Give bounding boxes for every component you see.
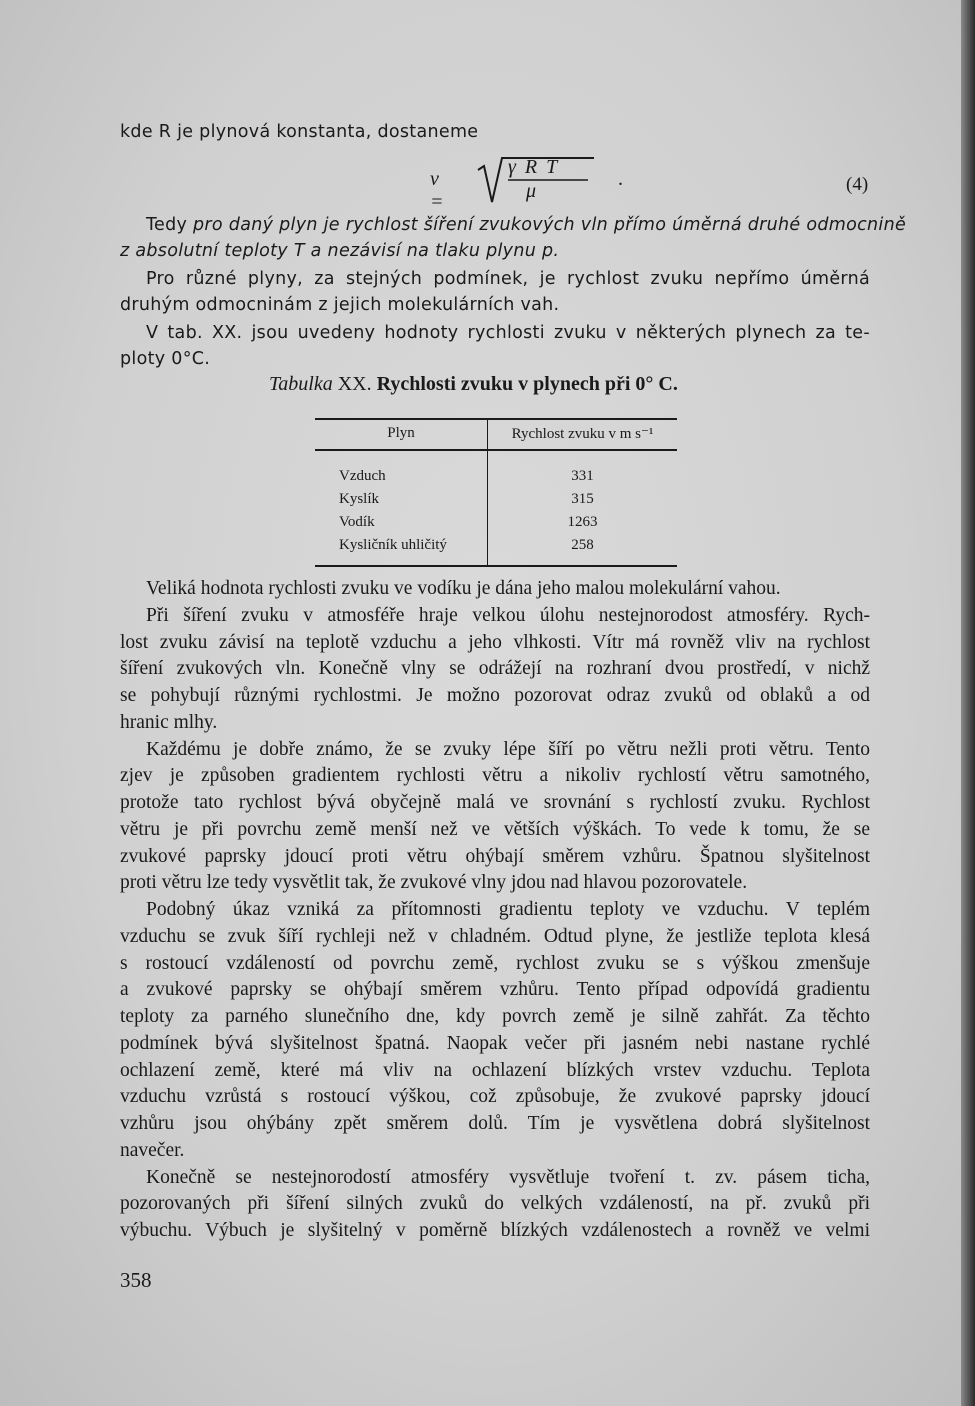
body-line: lost zvuku závisí na teplotě vzduchu a jeho vlhkosti. Vítr má rovněž vliv na rychlost [120,631,870,653]
table-row [315,534,677,566]
formula-numerator: γ R T [508,156,560,178]
body-line: Veliká hodnota rychlosti zvuku ve vodíku je dána jeho malou molekulární vahou. [146,578,781,599]
caption-number: XX. [332,373,377,395]
gas-speed: 331 [571,468,594,484]
body-line: pozorovaných při šíření silných zvuků do velkých vzdáleností, na př. zvuků při [120,1193,870,1215]
body-line: šíření zvukových vln. Konečně vlny se odrážejí na rozhraní dvou prostředí, v nichž [120,658,870,680]
intro-line: kde R je plynová konstanta, dostaneme [120,122,479,142]
table-spacer [315,450,677,465]
gas-name: Kysličník uhličitý [315,534,488,566]
table-header-row [315,419,677,450]
gas-sound-speed-table [315,418,677,567]
caption-label: Tabulka [269,373,333,395]
gas-speed: 315 [571,491,594,507]
gas-speed: 1263 [567,514,598,530]
body-line: Každému je dobře známo, že se zvuky lépe šíří po větru nežli proti větru. Tento [146,738,870,760]
body-line: Podobný úkaz vzniká za přítomnosti gradientu teploty ve vzduchu. V teplém [146,899,870,920]
header-speed: Rychlost zvuku v m s⁻¹ [488,419,678,450]
body-line: podmínek bývá slyšitelnost špatná. Naopak večer při jasném nebi nastane rychlé [120,1032,870,1054]
body-line: Při šíření zvuku v atmosféře hraje velkou úlohu nestejnorodost atmosféry. Rych- [146,604,870,626]
body-line: Konečně se nestejnorodostí atmosféry vysvětluje tvoření t. zv. pásem ticha, [146,1166,870,1188]
paragraph-2-line-1: Pro různé plyny, za stejných podmínek, je rychlost zvuku nepřímo úměrná [146,269,870,289]
formula-lhs: v = [430,168,444,213]
gas-name: Vzduch [315,465,488,488]
body-line: větru je při povrchu země menší než ve větších výškách. To vede k tomu, že se [120,818,870,840]
formula-period: . [618,168,623,190]
header-gas: Plyn [315,419,488,450]
paragraph-3-line-2: ploty 0°C. [120,349,211,369]
body-line: s rostoucí vzdáleností od povrchu země, rychlost zvuku se s výškou zmenšuje [120,952,870,974]
body-line: hranic mlhy. [120,711,218,733]
gas-speed: 258 [571,537,594,553]
body-line: ochlazení země, které má vliv na ochlazení blízkých vrstev vzduchu. Teplota [120,1059,870,1081]
table-row [315,465,677,488]
page-number: 358 [120,1268,152,1292]
paragraph-1-line-1: Tedy pro daný plyn je rychlost šíření zvukových vln přímo úměrná druhé odmocnině [146,215,907,235]
gas-name: Vodík [315,511,488,534]
paragraph-3-line-1: V tab. XX. jsou uvedeny hodnoty rychlosti zvuku v některých plynech za te- [146,323,870,343]
formula-denominator: μ [526,180,537,202]
body-line: navečer. [120,1139,185,1161]
body-line: zjev je způsoben gradientem rychlosti větru a nikoliv rychlostí větru samotného, [120,765,870,787]
table-row [315,511,677,534]
gas-name: Kyslík [315,488,488,511]
table-caption [269,373,678,396]
caption-title: Rychlosti zvuku v plynech při 0° C. [376,373,678,395]
body-line: vzhůru jsou ohýbány zpět směrem dolů. Tím je vysvětlena dobrá slyšitelnost [120,1113,870,1134]
body-line: se pohybují různými rychlostmi. Je možno pozorovat odraz zvuků od oblaků a od [120,685,870,706]
page-edge-shadow [961,0,975,1406]
body-line: teploty za parného slunečního dne, kdy povrch země je silně zahřát. Za těchto [120,1006,870,1027]
body-line: protože tato rychlost bývá obyčejně malá ve srovnání s rychlostí zvuku. Rychlost [120,792,870,813]
paragraph-1-line-2: z absolutní teploty T a nezávisí na tlaku plynu p. [120,241,560,261]
table-row [315,488,677,511]
square-root [476,156,623,206]
body-line: a zvukové paprsky se ohýbají směrem vzhůru. Tento případ odpovídá gradientu [120,979,870,1001]
body-line: výbuchu. Výbuch je slyšitelný v poměrně blízkých vzdálenostech a rovněž ve velmi [120,1220,870,1241]
equation-number: (4) [846,174,869,195]
body-line: vzduchu vzrůstá s rostoucí výškou, což způsobuje, že zvukové paprsky jdoucí [120,1086,870,1108]
body-line: vzduchu se zvuk šíří rychleji než v chladném. Odtud plyne, že jestliže teplota klesá [120,925,870,947]
body-line: proti větru lze tedy vysvětlit tak, že zvukové vlny jdou nad hlavou pozorovatele. [120,872,748,894]
paragraph-2-line-2: druhým odmocninám z jejich molekulárních vah. [120,295,560,315]
body-line: zvukové paprsky jdoucí proti větru ohýbají směrem vzhůru. Špatnou slyšitelnost [120,845,870,867]
